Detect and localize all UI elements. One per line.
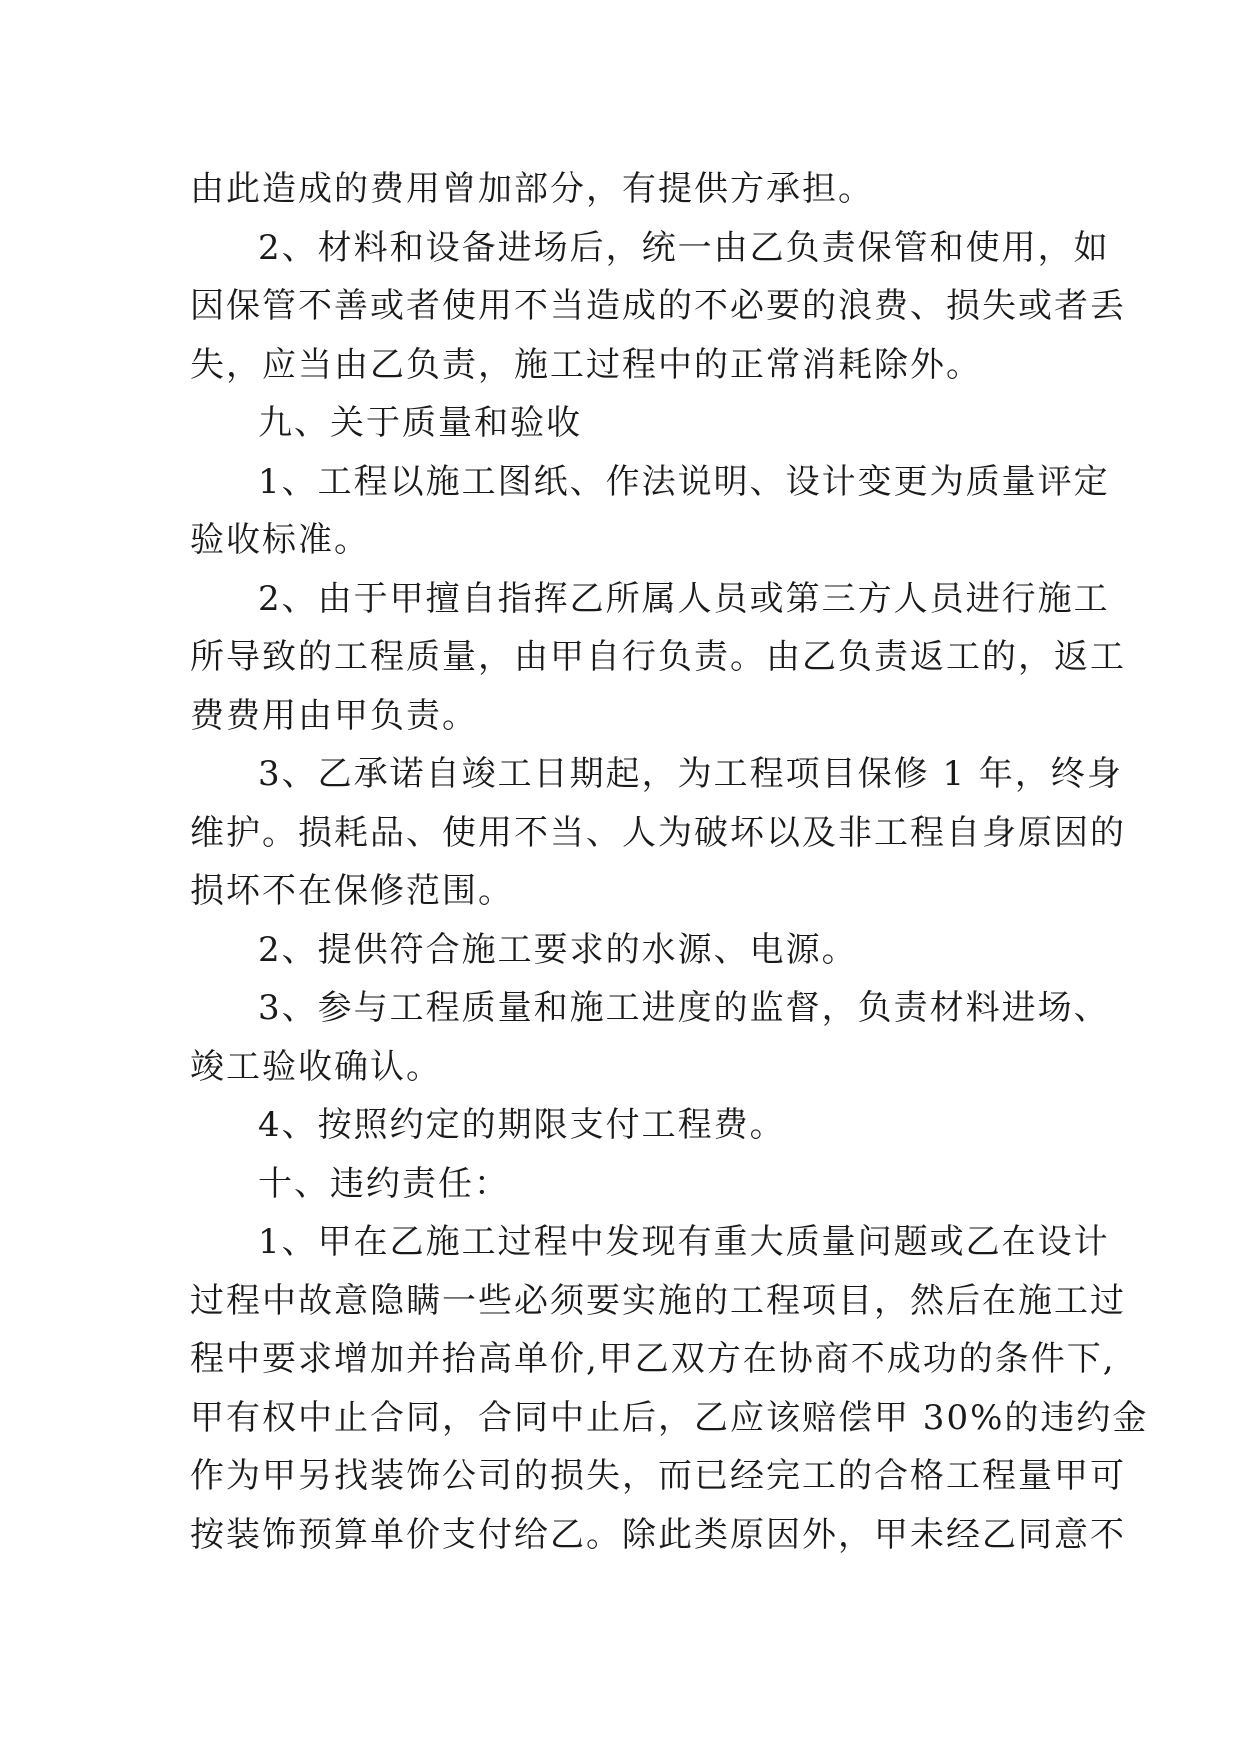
text-line: 作为甲另找装饰公司的损失，而已经完工的合格工程量甲可	[190, 1456, 1126, 1496]
section-heading: 九、关于质量和验收	[258, 403, 582, 443]
text-line: 费费用由甲负责。	[190, 695, 478, 736]
text-line: 失，应当由乙负责，施工过程中的正常消耗除外。	[190, 344, 982, 385]
text-line: 因保管不善或者使用不当造成的不必要的浪费、损失或者丢	[190, 286, 1126, 326]
text-line: 2、材料和设备进场后，统一由乙负责保管和使用，如	[258, 227, 1110, 268]
text-line: 所导致的工程质量，由甲自行负责。由乙负责返工的，返工	[190, 637, 1126, 677]
text-line: 2、提供符合施工要求的水源、电源。	[258, 929, 858, 970]
text-line: 3、参与工程质量和施工进度的监督，负责材料进场、	[258, 988, 1110, 1028]
text-line: 损坏不在保修范围。	[190, 871, 514, 911]
text-line: 维护。损耗品、使用不当、人为破坏以及非工程自身原因的	[190, 812, 1126, 853]
text-line: 程中要求增加并抬高单价,甲乙双方在协商不成功的条件下,	[190, 1339, 1116, 1379]
text-line: 甲有权中止合同，合同中止后，乙应该赔偿甲 30%的违约金	[190, 1397, 1149, 1438]
text-line: 过程中故意隐瞒一些必须要实施的工程项目，然后在施工过	[190, 1280, 1126, 1321]
text-line: 4、按照约定的期限支付工程费。	[258, 1105, 786, 1145]
text-line: 1、工程以施工图纸、作法说明、设计变更为质量评定	[258, 461, 1110, 502]
text-line: 2、由于甲擅自指挥乙所属人员或第三方人员进行施工	[258, 578, 1110, 619]
text-line: 验收标准。	[190, 520, 370, 560]
text-line: 由此造成的费用曾加部分，有提供方承担。	[190, 169, 874, 209]
text-line: 按装饰预算单价支付给乙。除此类原因外，甲未经乙同意不	[190, 1514, 1126, 1555]
text-line: 1、甲在乙施工过程中发现有重大质量问题或乙在设计	[258, 1222, 1110, 1262]
document-body	[190, 160, 1149, 1564]
text-line: 竣工验收确认。	[190, 1046, 442, 1087]
section-heading: 十、违约责任：	[258, 1163, 510, 1204]
text-line: 3、乙承诺自竣工日期起，为工程项目保修 1 年，终身	[258, 754, 1123, 794]
